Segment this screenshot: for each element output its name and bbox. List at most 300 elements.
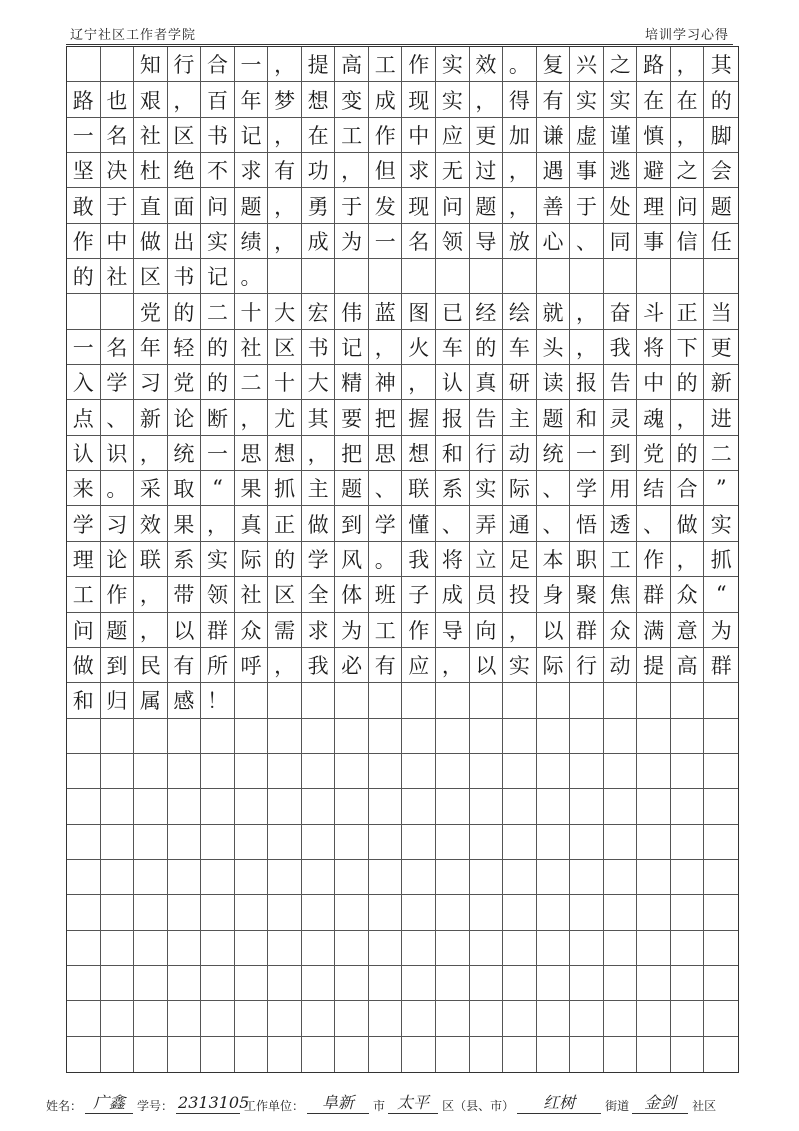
grid-cell: 经 [470, 294, 504, 329]
grid-cell: 有 [369, 648, 403, 683]
grid-cell: 一 [369, 224, 403, 259]
grid-cell: 所 [201, 648, 235, 683]
grid-cell [235, 931, 269, 966]
grid-cell: 现 [402, 82, 436, 117]
grid-cell [604, 1037, 638, 1072]
grid-cell [570, 259, 604, 294]
grid-cell [436, 966, 470, 1001]
grid-cell [570, 931, 604, 966]
grid-cell: 宏 [302, 294, 336, 329]
grid-cell: 身 [537, 577, 571, 612]
grid-cell: 告 [604, 365, 638, 400]
grid-cell [302, 719, 336, 754]
grid-cell [101, 789, 135, 824]
grid-cell: 系 [168, 542, 202, 577]
grid-cell [537, 259, 571, 294]
grid-cell [235, 895, 269, 930]
grid-cell [335, 683, 369, 718]
grid-cell [671, 966, 705, 1001]
grid-cell: 年 [235, 82, 269, 117]
grid-cell [302, 860, 336, 895]
grid-cell [671, 825, 705, 860]
grid-cell: ， [168, 82, 202, 117]
grid-cell: 路 [637, 47, 671, 82]
grid-cell: 成 [436, 577, 470, 612]
grid-cell: 不 [201, 153, 235, 188]
grid-cell [67, 966, 101, 1001]
grid-cell [369, 895, 403, 930]
grid-cell [67, 825, 101, 860]
grid-cell [671, 789, 705, 824]
grid-cell: 作 [369, 118, 403, 153]
grid-cell: 党 [168, 365, 202, 400]
grid-cell: 决 [101, 153, 135, 188]
grid-cell [537, 825, 571, 860]
grid-cell [570, 719, 604, 754]
grid-cell: 。 [369, 542, 403, 577]
grid-cell [201, 825, 235, 860]
grid-cell [168, 754, 202, 789]
grid-cell [134, 754, 168, 789]
grid-cell: 将 [436, 542, 470, 577]
grid-cell [335, 719, 369, 754]
grid-cell: 任 [704, 224, 738, 259]
grid-cell: “ [704, 577, 738, 612]
grid-cell: 之 [604, 47, 638, 82]
grid-cell [201, 1037, 235, 1072]
grid-cell [503, 931, 537, 966]
grid-cell [335, 259, 369, 294]
grid-cell [67, 294, 101, 329]
grid-cell [302, 683, 336, 718]
grid-cell [402, 683, 436, 718]
grid-cell [302, 754, 336, 789]
grid-cell [335, 825, 369, 860]
grid-cell: 二 [201, 294, 235, 329]
grid-cell [570, 789, 604, 824]
grid-cell: 进 [704, 400, 738, 435]
grid-cell: 的 [704, 82, 738, 117]
grid-cell: 班 [369, 577, 403, 612]
grid-cell: 为 [335, 224, 369, 259]
grid-cell: 知 [134, 47, 168, 82]
grid-cell: ， [134, 436, 168, 471]
grid-cell: ” [704, 471, 738, 506]
grid-cell [637, 719, 671, 754]
grid-cell: ， [570, 330, 604, 365]
grid-cell: 我 [402, 542, 436, 577]
grid-cell: 际 [537, 648, 571, 683]
grid-cell: 必 [335, 648, 369, 683]
grid-cell [436, 931, 470, 966]
grid-cell [570, 1001, 604, 1036]
grid-cell: 灵 [604, 400, 638, 435]
grid-cell: 的 [67, 259, 101, 294]
document-type: 培训学习心得 [644, 27, 729, 43]
grid-cell: 报 [570, 365, 604, 400]
grid-cell: 投 [503, 577, 537, 612]
grid-cell: 在 [671, 82, 705, 117]
grid-cell [537, 966, 571, 1001]
grid-cell: 求 [402, 153, 436, 188]
grid-cell: 果 [235, 471, 269, 506]
grid-cell: ， [235, 400, 269, 435]
grid-cell: 动 [604, 648, 638, 683]
grid-cell: 工 [369, 613, 403, 648]
grid-cell: 中 [101, 224, 135, 259]
city-value: 阜新 [307, 1093, 369, 1114]
grid-cell [101, 47, 135, 82]
grid-cell [168, 719, 202, 754]
grid-cell [369, 719, 403, 754]
grid-cell [470, 683, 504, 718]
street-value: 红树 [517, 1093, 601, 1114]
grid-cell: 已 [436, 294, 470, 329]
grid-cell: ， [268, 188, 302, 223]
grid-cell [268, 860, 302, 895]
grid-cell: 工 [604, 542, 638, 577]
grid-cell: 领 [436, 224, 470, 259]
grid-cell: ， [268, 47, 302, 82]
grid-cell: 有 [268, 153, 302, 188]
grid-cell: 得 [503, 82, 537, 117]
grid-cell [604, 754, 638, 789]
grid-cell [134, 860, 168, 895]
grid-cell: 理 [637, 188, 671, 223]
grid-cell: 书 [302, 330, 336, 365]
grid-cell: 书 [168, 259, 202, 294]
grid-cell: 头 [537, 330, 571, 365]
grid-cell: 伟 [335, 294, 369, 329]
grid-cell [637, 789, 671, 824]
grid-cell: 二 [235, 365, 269, 400]
grid-cell: 群 [637, 577, 671, 612]
grid-cell: 群 [570, 613, 604, 648]
grid-cell: 抓 [268, 471, 302, 506]
grid-cell [436, 683, 470, 718]
grid-cell [201, 931, 235, 966]
grid-cell [335, 895, 369, 930]
grid-cell: 读 [537, 365, 571, 400]
grid-cell: 点 [67, 400, 101, 435]
grid-cell: ， [268, 224, 302, 259]
grid-cell: 通 [503, 506, 537, 541]
grid-cell: 需 [268, 613, 302, 648]
grid-cell: 研 [503, 365, 537, 400]
grid-cell: 虚 [570, 118, 604, 153]
grid-cell [704, 754, 738, 789]
grid-cell: 避 [637, 153, 671, 188]
grid-cell: ， [268, 118, 302, 153]
grid-cell: ， [671, 47, 705, 82]
grid-cell: 行 [168, 47, 202, 82]
grid-cell: 斗 [637, 294, 671, 329]
grid-cell: 做 [302, 506, 336, 541]
grid-cell [704, 931, 738, 966]
grid-cell: 梦 [268, 82, 302, 117]
grid-cell [503, 789, 537, 824]
grid-cell: 问 [67, 613, 101, 648]
grid-cell: 取 [168, 471, 202, 506]
grid-cell: 职 [570, 542, 604, 577]
grid-cell [470, 966, 504, 1001]
grid-cell: 领 [201, 577, 235, 612]
grid-cell: ， [402, 365, 436, 400]
grid-cell [436, 259, 470, 294]
grid-cell [134, 719, 168, 754]
grid-cell: 车 [503, 330, 537, 365]
grid-cell: 兴 [570, 47, 604, 82]
grid-cell: 问 [436, 188, 470, 223]
grid-cell: ， [335, 153, 369, 188]
grid-cell [470, 754, 504, 789]
grid-cell [369, 683, 403, 718]
grid-cell [268, 259, 302, 294]
grid-cell: 题 [537, 400, 571, 435]
grid-cell [134, 789, 168, 824]
grid-cell: ， [503, 153, 537, 188]
grid-cell: 党 [637, 436, 671, 471]
grid-cell: 行 [570, 648, 604, 683]
grid-cell: 和 [570, 400, 604, 435]
grid-cell [503, 719, 537, 754]
grid-cell [168, 825, 202, 860]
grid-cell: ， [503, 613, 537, 648]
grid-cell [470, 259, 504, 294]
grid-cell: 就 [537, 294, 571, 329]
page-header [70, 20, 729, 46]
grid-cell [168, 931, 202, 966]
grid-cell: 题 [235, 188, 269, 223]
grid-cell: 实 [201, 542, 235, 577]
grid-cell: 事 [570, 153, 604, 188]
grid-cell [436, 1001, 470, 1036]
grid-cell [369, 754, 403, 789]
grid-cell [436, 789, 470, 824]
grid-cell: 把 [335, 436, 369, 471]
grid-cell [402, 895, 436, 930]
grid-cell [268, 895, 302, 930]
grid-cell: 。 [235, 259, 269, 294]
grid-cell [604, 719, 638, 754]
grid-cell: 绝 [168, 153, 202, 188]
grid-cell [235, 719, 269, 754]
grid-cell [67, 1001, 101, 1036]
grid-cell [134, 825, 168, 860]
grid-cell: 中 [637, 365, 671, 400]
grid-cell: 大 [268, 294, 302, 329]
grid-cell: 神 [369, 365, 403, 400]
grid-cell [470, 931, 504, 966]
grid-cell [436, 860, 470, 895]
grid-cell [134, 895, 168, 930]
grid-cell [302, 895, 336, 930]
grid-cell [637, 259, 671, 294]
grid-cell [101, 860, 135, 895]
grid-cell: 到 [101, 648, 135, 683]
grid-cell: 现 [402, 188, 436, 223]
grid-cell: 社 [134, 118, 168, 153]
grid-cell [637, 1037, 671, 1072]
grid-cell [570, 895, 604, 930]
grid-cell: 但 [369, 153, 403, 188]
district-suffix: 区（县、市） [442, 1099, 515, 1113]
grid-cell: ， [570, 294, 604, 329]
grid-cell: 高 [671, 648, 705, 683]
grid-cell [470, 825, 504, 860]
grid-cell: 成 [369, 82, 403, 117]
grid-cell: 联 [134, 542, 168, 577]
grid-cell [604, 825, 638, 860]
grid-cell: 于 [570, 188, 604, 223]
grid-cell: 谦 [537, 118, 571, 153]
grid-cell [704, 860, 738, 895]
grid-cell: 满 [637, 613, 671, 648]
grid-cell [201, 754, 235, 789]
grid-cell: 学 [369, 506, 403, 541]
grid-cell: 实 [503, 648, 537, 683]
grid-cell: 题 [470, 188, 504, 223]
grid-cell: 作 [101, 577, 135, 612]
grid-cell: 向 [470, 613, 504, 648]
grid-cell [335, 966, 369, 1001]
grid-cell: 想 [268, 436, 302, 471]
grid-cell: 主 [302, 471, 336, 506]
grid-cell: 的 [671, 365, 705, 400]
grid-cell [302, 1001, 336, 1036]
grid-cell: 带 [168, 577, 202, 612]
grid-cell [268, 789, 302, 824]
grid-cell: 学 [570, 471, 604, 506]
grid-cell: 工 [369, 47, 403, 82]
grid-cell: 弄 [470, 506, 504, 541]
grid-cell: 以 [470, 648, 504, 683]
grid-cell: 认 [436, 365, 470, 400]
grid-cell: 二 [704, 436, 738, 471]
grid-cell: 本 [537, 542, 571, 577]
grid-cell [537, 754, 571, 789]
grid-cell: 众 [235, 613, 269, 648]
grid-cell: 魂 [637, 400, 671, 435]
grid-cell: 下 [671, 330, 705, 365]
grid-cell [101, 719, 135, 754]
grid-cell: 面 [168, 188, 202, 223]
grid-cell: 学 [302, 542, 336, 577]
grid-cell: 采 [134, 471, 168, 506]
grid-cell [570, 754, 604, 789]
grid-cell: 社 [101, 259, 135, 294]
grid-cell [335, 1001, 369, 1036]
grid-cell [604, 259, 638, 294]
grid-cell: 区 [268, 577, 302, 612]
grid-cell [671, 895, 705, 930]
grid-cell: 记 [201, 259, 235, 294]
grid-cell: 题 [704, 188, 738, 223]
grid-cell [369, 825, 403, 860]
grid-cell [671, 1037, 705, 1072]
grid-cell: 识 [101, 436, 135, 471]
grid-cell [637, 895, 671, 930]
grid-cell [369, 1037, 403, 1072]
grid-cell: 功 [302, 153, 336, 188]
grid-cell [436, 754, 470, 789]
grid-cell: 当 [704, 294, 738, 329]
grid-cell: ， [503, 188, 537, 223]
grid-cell [101, 966, 135, 1001]
grid-cell [704, 719, 738, 754]
grid-cell [402, 754, 436, 789]
grid-cell: 区 [134, 259, 168, 294]
grid-cell: 社 [235, 330, 269, 365]
grid-cell [369, 1001, 403, 1036]
grid-cell: 的 [201, 365, 235, 400]
grid-cell [235, 825, 269, 860]
grid-cell [369, 259, 403, 294]
grid-cell: 导 [470, 224, 504, 259]
grid-cell [402, 1037, 436, 1072]
grid-cell [201, 860, 235, 895]
grid-cell: 风 [335, 542, 369, 577]
grid-cell: 来 [67, 471, 101, 506]
grid-cell: 全 [302, 577, 336, 612]
grid-cell: 动 [503, 436, 537, 471]
grid-cell [134, 931, 168, 966]
student-id-label: 学号： [137, 1099, 174, 1113]
grid-cell [268, 719, 302, 754]
grid-cell [402, 825, 436, 860]
grid-cell: 将 [637, 330, 671, 365]
grid-cell [570, 860, 604, 895]
grid-cell: 一 [570, 436, 604, 471]
grid-cell [201, 789, 235, 824]
grid-cell: 出 [168, 224, 202, 259]
grid-cell: ， [671, 542, 705, 577]
grid-cell [637, 825, 671, 860]
grid-cell: 要 [335, 400, 369, 435]
work-unit-label: 工作单位： [244, 1099, 305, 1113]
grid-cell: 统 [537, 436, 571, 471]
grid-cell: 、 [570, 224, 604, 259]
grid-cell [604, 895, 638, 930]
grid-cell: 思 [235, 436, 269, 471]
grid-cell: 用 [604, 471, 638, 506]
grid-cell [235, 1001, 269, 1036]
grid-cell [67, 47, 101, 82]
grid-cell: 归 [101, 683, 135, 718]
grid-cell [537, 683, 571, 718]
grid-cell [604, 966, 638, 1001]
grid-cell [201, 1001, 235, 1036]
grid-cell [67, 754, 101, 789]
grid-cell [436, 895, 470, 930]
grid-cell: 到 [604, 436, 638, 471]
grid-cell: 名 [101, 330, 135, 365]
street-suffix: 街道 [605, 1099, 630, 1113]
grid-cell [704, 825, 738, 860]
grid-cell [704, 895, 738, 930]
grid-cell: 慎 [637, 118, 671, 153]
grid-cell: 于 [335, 188, 369, 223]
grid-cell: 同 [604, 224, 638, 259]
grid-cell: 实 [201, 224, 235, 259]
grid-cell: 习 [134, 365, 168, 400]
grid-cell [101, 1001, 135, 1036]
grid-cell [671, 719, 705, 754]
grid-cell: 放 [503, 224, 537, 259]
grid-cell [168, 860, 202, 895]
grid-cell: 聚 [570, 577, 604, 612]
grid-cell [134, 1001, 168, 1036]
